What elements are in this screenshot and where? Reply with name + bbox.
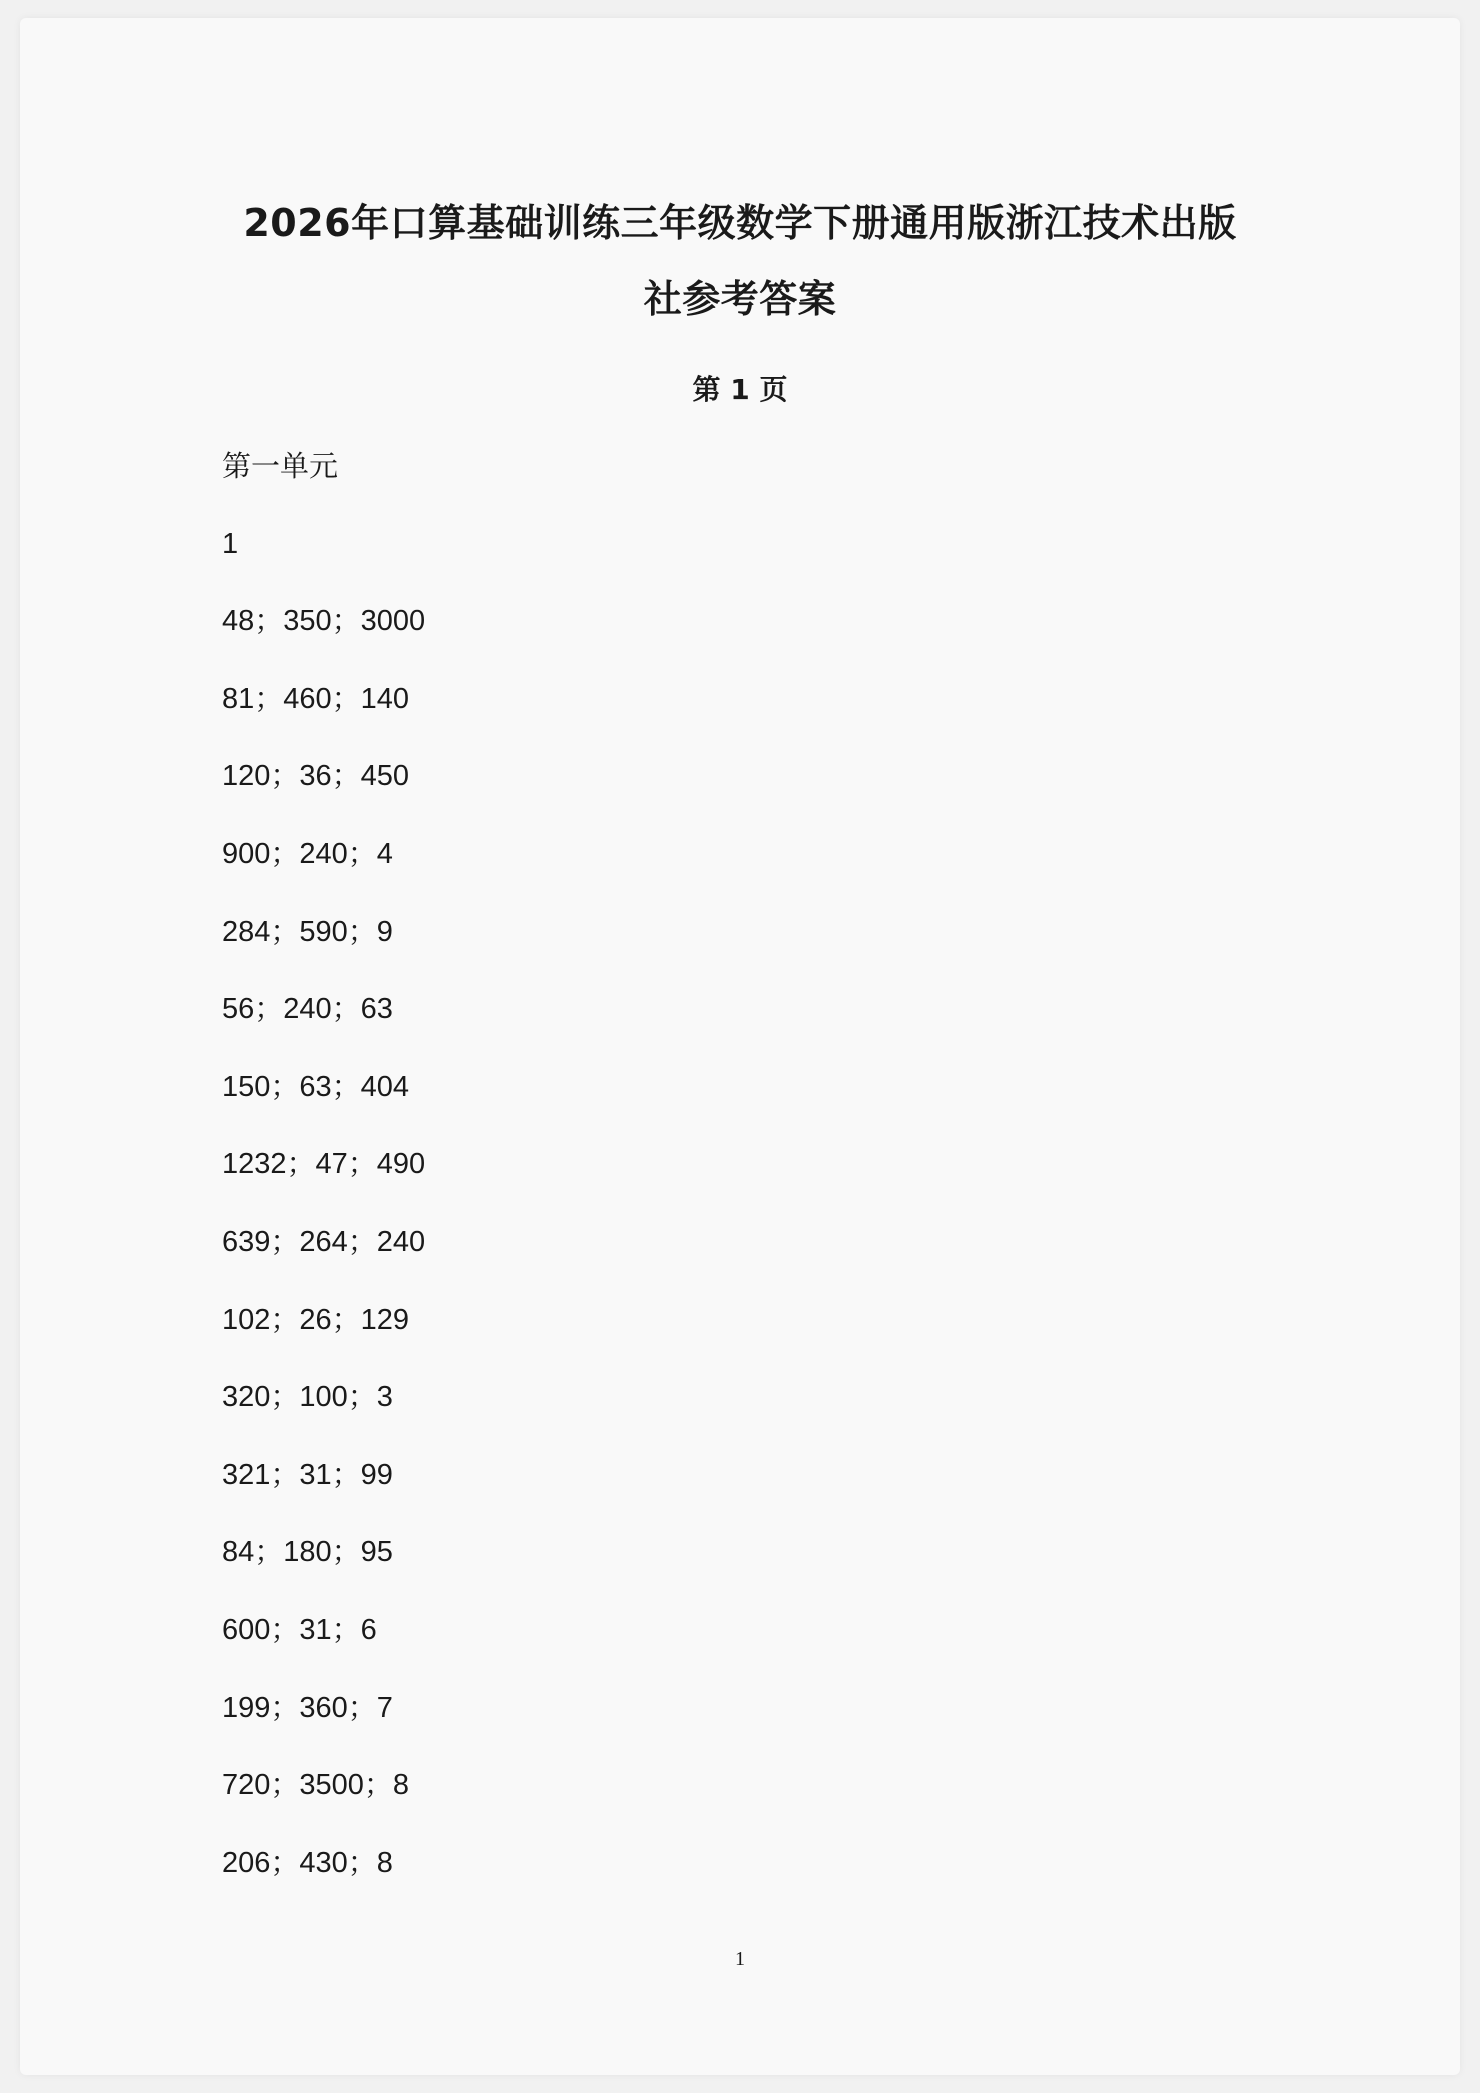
document-content	[20, 18, 1460, 2075]
answer-line: 120；36；450	[222, 760, 410, 793]
document-title-line-1: 2026年口算基础训练三年级数学下册通用版浙江技术出版	[243, 201, 1237, 245]
document-title-line-2: 社参考答案	[643, 277, 837, 321]
section-heading: 第一单元	[222, 449, 339, 483]
footer-page-number: 1	[735, 1948, 745, 1970]
answer-list	[222, 446, 1122, 1920]
answer-line: 284；590；9	[222, 915, 393, 948]
answer-line: 102；26；129	[222, 1303, 410, 1336]
answer-line: 639；264；240	[222, 1225, 426, 1258]
document-page	[20, 18, 1460, 2075]
answer-line: 199；360；7	[222, 1691, 393, 1724]
answer-line: 600；31；6	[222, 1613, 377, 1646]
answer-line: 1232；47；490	[222, 1148, 426, 1181]
answer-line: 900；240；4	[222, 837, 393, 870]
answer-line: 206；430；8	[222, 1846, 393, 1879]
page-heading: 第 1 页	[692, 373, 788, 406]
item-number: 1	[222, 527, 239, 560]
answer-line: 150；63；404	[222, 1070, 410, 1103]
answer-line: 56；240；63	[222, 993, 393, 1026]
answer-line: 720；3500；8	[222, 1769, 410, 1802]
answer-line: 320；100；3	[222, 1381, 393, 1414]
answer-line: 48；350；3000	[222, 605, 426, 638]
answer-line: 84；180；95	[222, 1536, 393, 1569]
answer-line: 321；31；99	[222, 1458, 393, 1491]
answer-line: 81；460；140	[222, 682, 410, 715]
